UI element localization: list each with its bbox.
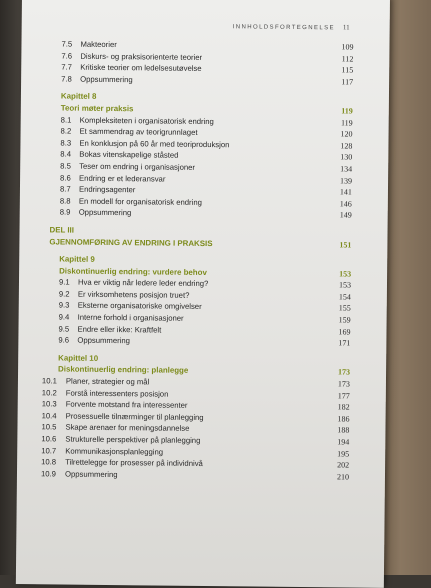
entry-number: 9.3 bbox=[58, 300, 70, 311]
entry-page-number: 149 bbox=[339, 210, 352, 220]
entry-title: Endring er et lederansvar bbox=[79, 173, 166, 184]
entry-title: Teori møter praksis bbox=[60, 103, 134, 114]
table-of-contents bbox=[41, 38, 354, 483]
entry-title: Kapittel 9 bbox=[59, 254, 95, 264]
entry-number: 10.3 bbox=[41, 399, 57, 409]
entry-page-number: 210 bbox=[336, 472, 350, 482]
entry-title: Kapittel 10 bbox=[58, 353, 99, 363]
entry-page-number: 119 bbox=[340, 117, 353, 128]
entry-title: Diskontinuerlig endring: planlegge bbox=[58, 364, 189, 376]
entry-page-number: 146 bbox=[339, 199, 352, 209]
header-page-number: 11 bbox=[342, 23, 350, 32]
entry-page-number: 195 bbox=[337, 448, 350, 459]
entry-page-number: 155 bbox=[338, 303, 351, 314]
entry-title: Strukturelle perspektiver på planlegging bbox=[65, 434, 201, 445]
entry-number: 7.7 bbox=[61, 62, 72, 72]
toc-entry bbox=[41, 468, 349, 483]
entry-title: Kompleksiteten i organisatorisk endring bbox=[79, 115, 214, 126]
entry-title: Hva er viktig når ledere leder endring? bbox=[77, 277, 209, 289]
entry-number: 8.2 bbox=[60, 126, 72, 136]
entry-page-number: 120 bbox=[340, 129, 353, 139]
entry-page-number: 186 bbox=[337, 414, 350, 424]
entry-page-number: 154 bbox=[338, 292, 351, 302]
entry-page-number: 151 bbox=[339, 239, 352, 250]
entry-page-number: 153 bbox=[339, 269, 352, 279]
entry-page-number: 182 bbox=[337, 402, 350, 412]
entry-number: 9.1 bbox=[58, 277, 70, 287]
entry-number: 10.8 bbox=[41, 457, 57, 467]
entry-title: Oppsummering bbox=[77, 335, 130, 346]
entry-page-number: 169 bbox=[338, 327, 351, 337]
entry-title: Makteorier bbox=[80, 39, 117, 50]
entry-page-number: 109 bbox=[341, 42, 354, 52]
entry-number: 8.9 bbox=[59, 207, 71, 217]
entry-number: 7.8 bbox=[61, 74, 72, 84]
entry-number: 8.4 bbox=[60, 149, 72, 159]
entry-title: Kritiske teorier om ledelsesutøvelse bbox=[80, 62, 202, 74]
entry-title: Oppsummering bbox=[78, 207, 132, 218]
entry-number: 10.2 bbox=[41, 387, 57, 398]
book-page bbox=[16, 0, 390, 588]
entry-title: En konklusjon på 60 år med teoriproduksjon bbox=[79, 138, 230, 150]
entry-title: Tilrettelegge for prosesser på individnivå bbox=[65, 457, 203, 469]
entry-title: GJENNOMFØRING AV ENDRING I PRAKSIS bbox=[49, 236, 213, 248]
entry-title: Diskontinuerlig endring: vurdere behov bbox=[59, 266, 207, 277]
entry-number: 8.7 bbox=[59, 184, 71, 194]
entry-title: Interne forhold i organisasjoner bbox=[77, 312, 184, 323]
entry-title: DEL III bbox=[49, 225, 75, 235]
entry-title: Skape arenaer for meningsdannelse bbox=[65, 422, 190, 434]
entry-title: Et sammendrag av teorigrunnlaget bbox=[79, 126, 198, 138]
entry-title: Bokas vitenskapelige ståsted bbox=[79, 150, 179, 161]
entry-page-number: 112 bbox=[341, 54, 354, 64]
entry-page-number: 117 bbox=[341, 77, 354, 87]
entry-title: Endre eller ikke: Kraftfelt bbox=[77, 324, 162, 335]
entry-number: 10.5 bbox=[41, 422, 57, 432]
entry-title: Kommunikasjonsplanlegging bbox=[65, 446, 164, 457]
entry-number: 8.3 bbox=[60, 138, 72, 148]
entry-number: 9.6 bbox=[58, 335, 70, 345]
entry-title: Oppsummering bbox=[80, 74, 133, 85]
entry-number: 10.9 bbox=[40, 469, 57, 479]
running-header bbox=[233, 22, 350, 31]
entry-title: Planer, strategier og mål bbox=[65, 376, 150, 387]
entry-page-number: 159 bbox=[338, 315, 351, 325]
header-title: INNHOLDSFORTEGNELSE bbox=[232, 24, 335, 32]
entry-title: Forvente motstand fra interessenter bbox=[65, 399, 188, 411]
entry-page-number: 119 bbox=[341, 106, 353, 116]
entry-page-number: 173 bbox=[337, 379, 350, 389]
entry-number: 7.6 bbox=[61, 51, 73, 61]
entry-number: 8.5 bbox=[60, 161, 71, 171]
entry-title: Forstå interessenters posisjon bbox=[65, 388, 169, 399]
entry-number: 8.6 bbox=[60, 173, 71, 183]
entry-number: 10.7 bbox=[41, 445, 57, 456]
entry-title: Er virksomhetens posisjon truet? bbox=[77, 289, 190, 300]
entry-title: Teser om endring i organisasjoner bbox=[79, 161, 196, 172]
entry-page-number: 130 bbox=[340, 152, 353, 162]
entry-title: Eksterne organisatoriske omgivelser bbox=[77, 301, 202, 312]
entry-page-number: 171 bbox=[338, 338, 351, 348]
entry-number: 9.2 bbox=[58, 289, 70, 299]
entry-page-number: 202 bbox=[337, 460, 350, 470]
entry-number: 9.5 bbox=[58, 324, 70, 334]
entry-page-number: 173 bbox=[338, 367, 351, 377]
entry-title: En modell for organisatorisk endring bbox=[78, 196, 202, 207]
entry-number: 8.1 bbox=[60, 115, 72, 125]
entry-title: Prosessuelle tilnærminger til planlegging bbox=[65, 411, 204, 422]
entry-number: 10.6 bbox=[41, 434, 57, 444]
entry-number: 8.8 bbox=[59, 196, 71, 206]
entry-page-number: 177 bbox=[337, 391, 350, 401]
entry-number: 10.4 bbox=[41, 411, 57, 421]
entry-title: Endringsagenter bbox=[78, 184, 136, 195]
entry-title: Kapittel 8 bbox=[60, 91, 97, 102]
entry-page-number: 128 bbox=[340, 141, 353, 151]
entry-title: Diskurs- og praksisorienterte teorier bbox=[80, 51, 203, 62]
entry-page-number: 139 bbox=[340, 175, 353, 186]
entry-page-number: 194 bbox=[337, 437, 350, 447]
entry-page-number: 141 bbox=[339, 187, 353, 197]
entry-title: Oppsummering bbox=[64, 469, 118, 479]
entry-number: 7.5 bbox=[61, 39, 73, 49]
entry-page-number: 115 bbox=[341, 65, 354, 75]
entry-page-number: 153 bbox=[338, 280, 352, 290]
entry-page-number: 188 bbox=[337, 425, 350, 435]
entry-number: 9.4 bbox=[58, 312, 70, 322]
entry-page-number: 134 bbox=[340, 164, 353, 174]
entry-number: 10.1 bbox=[41, 376, 57, 386]
